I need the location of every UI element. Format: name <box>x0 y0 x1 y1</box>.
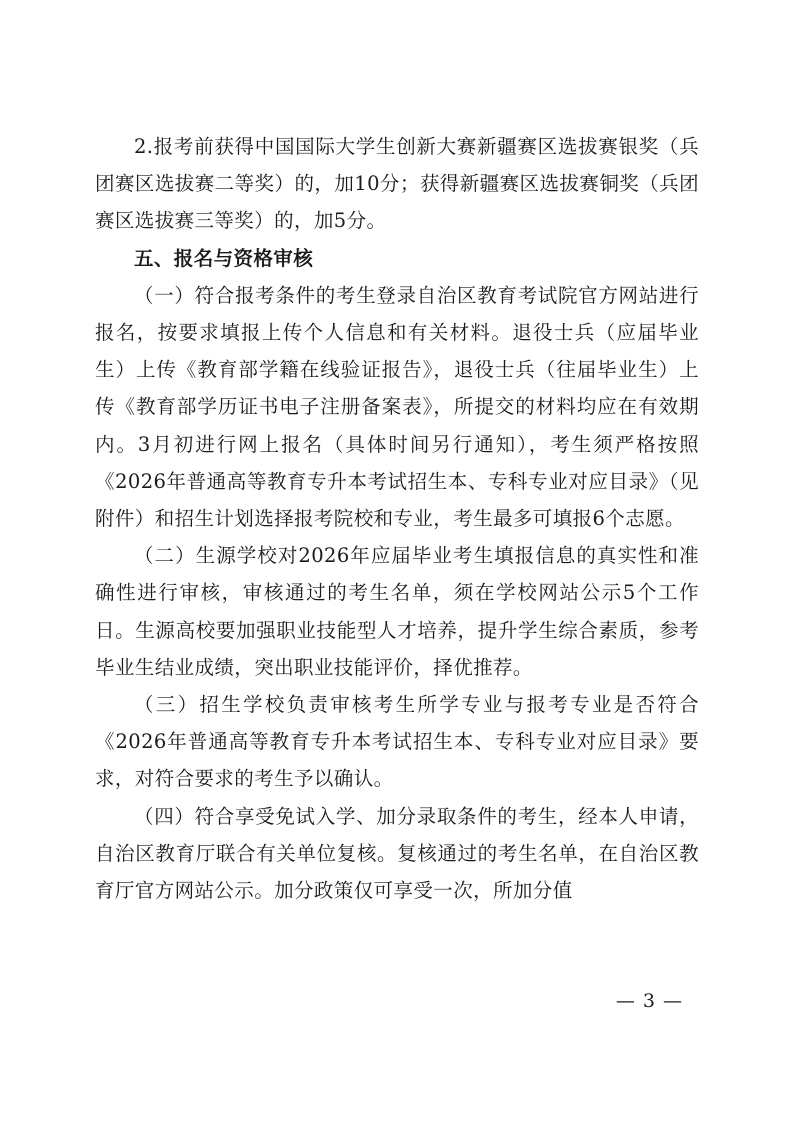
paragraph-item-1: （一）符合报考条件的考生登录自治区教育考试院官方网站进行报名，按要求填报上传个人信息和有关材料。退役士兵（应届毕业生）上传《教育部学籍在线验证报告》，退役士兵（往届毕业生）上传《教育部学历证书电子注册备案表》，所提交的材料均应在有效期内。3月初进行网上报名（具体时间另行通知），考生须严格按照《2026年普通高等教育专升本考试招生本、专科专业对应目录》（见附件）和招生计划选择报考院校和专业，考生最多可填报6个志愿。 <box>95 283 699 531</box>
paragraph-item-4: （四）符合享受免试入学、加分录取条件的考生，经本人申请，自治区教育厅联合有关单位复核。复核通过的考生名单，在自治区教育厅官方网站公示。加分政策仅可享受一次，所加分值 <box>95 804 699 903</box>
paragraph-award-bonus: 2.报考前获得中国国际大学生创新大赛新疆赛区选拔赛银奖（兵团赛区选拔赛二等奖）的，加10分；获得新疆赛区选拔赛铜奖（兵团赛区选拔赛三等奖）的，加5分。 <box>95 135 699 233</box>
paragraph-item-2: （二）生源学校对2026年应届毕业考生填报信息的真实性和准确性进行审核，审核通过的考生名单，须在学校网站公示5个工作日。生源高校要加强职业技能型人才培养，提升学生综合素质，参考毕业生结业成绩，突出职业技能评价，择优推荐。 <box>95 544 699 679</box>
document-body <box>95 128 699 909</box>
page-number: — 3 — <box>615 990 683 1012</box>
section-heading: 五、报名与资格审核 <box>134 246 314 270</box>
paragraph-item-3: （三）招生学校负责审核考生所学专业与报考专业是否符合《2026年普通高等教育专升本考试招生本、专科专业对应目录》要求，对符合要求的考生予以确认。 <box>95 693 699 791</box>
